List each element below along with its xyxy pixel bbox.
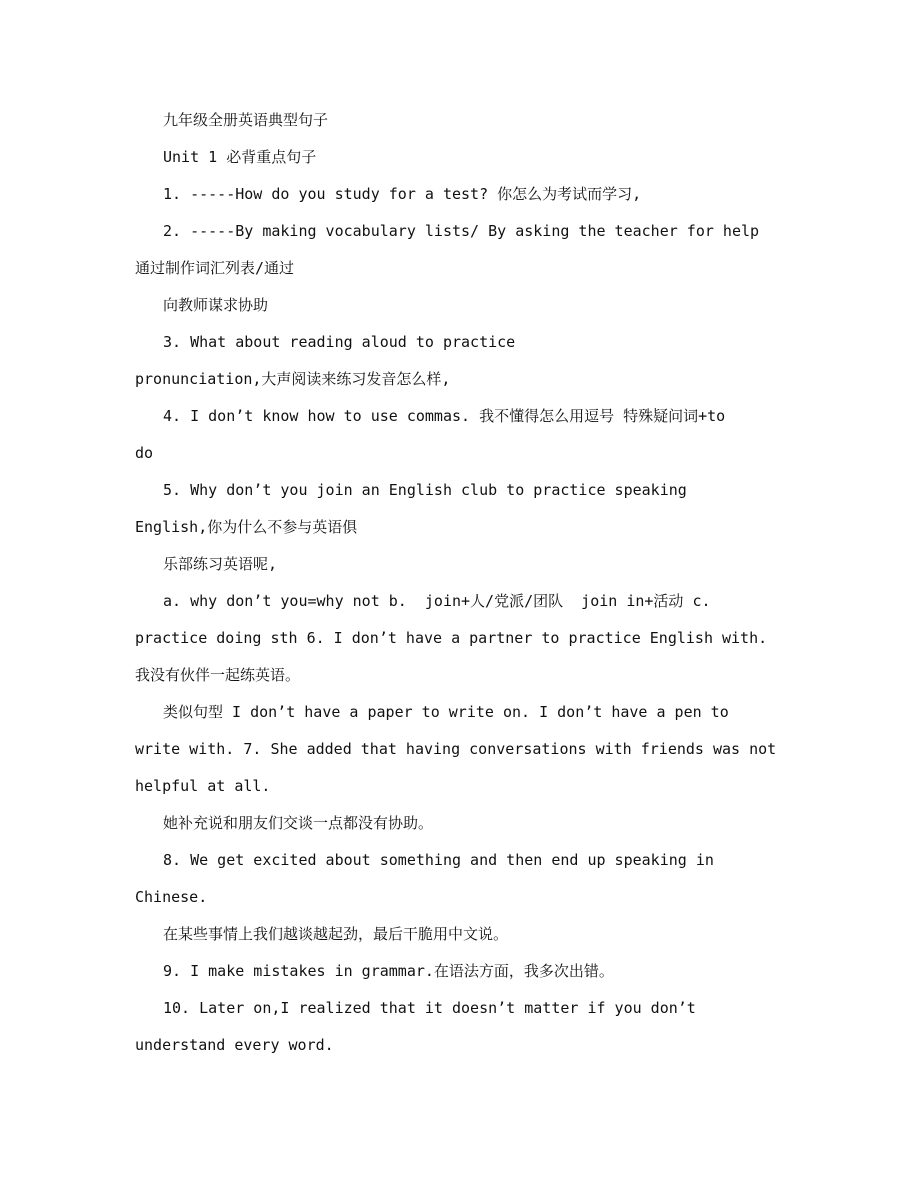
text-line: 我没有伙伴一起练英语。 xyxy=(135,666,301,684)
text-line: 4. I don’t know how to use commas. 我不懂得怎么用逗号 特殊疑问词+to xyxy=(163,407,726,425)
text-line: pronunciation,大声阅读来练习发音怎么样, xyxy=(135,370,451,388)
text-line: 向教师谋求协助 xyxy=(163,296,269,314)
text-line: 3. What about reading aloud to practice xyxy=(163,333,516,351)
text-line: 9. I make mistakes in grammar.在语法方面，我多次出错。 xyxy=(163,962,614,980)
text-line: 乐部练习英语呢, xyxy=(163,555,278,573)
text-line: 她补充说和朋友们交谈一点都没有协助。 xyxy=(163,814,434,832)
text-line: write with. 7. She added that having conversations with friends was not xyxy=(135,740,777,758)
text-line: 通过制作词汇列表/通过 xyxy=(135,259,295,277)
text-line: 类似句型 I don’t have a paper to write on. I don’t have a pen to xyxy=(163,703,729,721)
text-line: a. why don’t you=why not b. join+人/党派/团队 join in+活动 c. xyxy=(163,592,711,610)
text-line: do xyxy=(135,444,154,462)
text-line: 10. Later on,I realized that it doesn’t matter if you don’t xyxy=(163,999,696,1017)
document-body xyxy=(135,102,785,1064)
text-line: helpful at all. xyxy=(135,777,271,795)
text-line: understand every word. xyxy=(135,1036,334,1054)
text-line: 1. -----How do you study for a test? 你怎么为考试而学习, xyxy=(163,185,642,203)
text-line: 5. Why don’t you join an English club to practice speaking xyxy=(163,481,687,499)
text-line: 8. We get excited about something and then end up speaking in xyxy=(163,851,714,869)
text-line: 在某些事情上我们越谈越起劲，最后干脆用中文说。 xyxy=(163,925,509,943)
text-line: Chinese. xyxy=(135,888,208,906)
text-line: 2. -----By making vocabulary lists/ By asking the teacher for help xyxy=(163,222,760,240)
unit-heading: Unit 1 必背重点句子 xyxy=(163,148,317,166)
text-line: English,你为什么不参与英语俱 xyxy=(135,518,358,536)
text-line: practice doing sth 6. I don’t have a partner to practice English with. xyxy=(135,629,768,647)
document-title: 九年级全册英语典型句子 xyxy=(163,111,329,129)
